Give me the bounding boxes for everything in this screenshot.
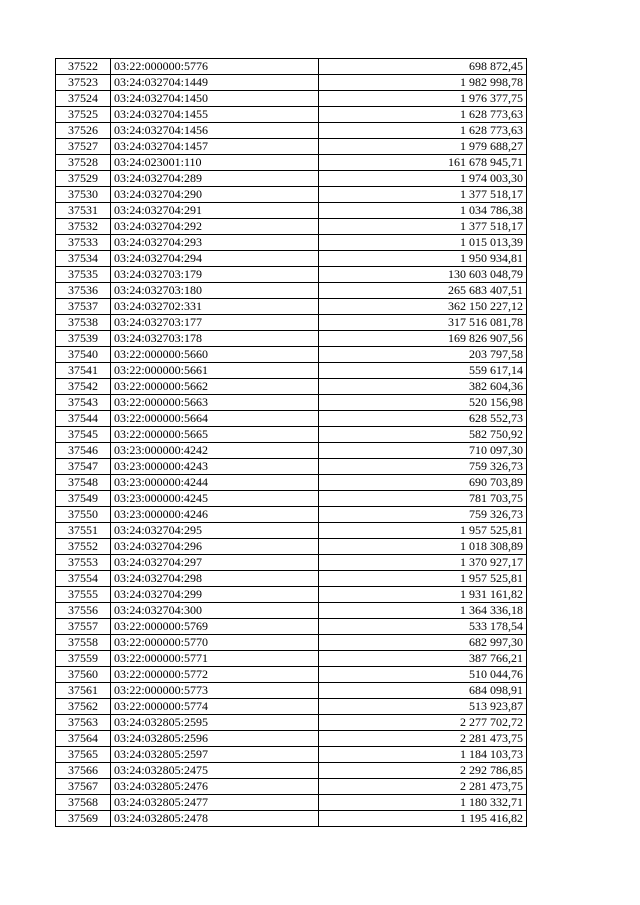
cadastral-value-cell: 387 766,21 [319,651,527,667]
row-number-cell: 37561 [56,683,111,699]
cadastral-value-cell: 781 703,75 [319,491,527,507]
row-number-cell: 37525 [56,107,111,123]
cadastral-number-cell: 03:23:000000:4242 [111,443,319,459]
row-number-cell: 37553 [56,555,111,571]
row-number-cell: 37544 [56,411,111,427]
table-row [56,251,527,267]
cadastral-number-cell: 03:24:032703:180 [111,283,319,299]
table-row [56,203,527,219]
cadastral-value-cell: 698 872,45 [319,59,527,75]
table-row [56,475,527,491]
cadastral-number-cell: 03:22:000000:5773 [111,683,319,699]
cadastral-value-cell: 559 617,14 [319,363,527,379]
cadastral-value-cell: 2 281 473,75 [319,731,527,747]
cadastral-number-cell: 03:24:032703:179 [111,267,319,283]
row-number-cell: 37555 [56,587,111,603]
table-row [56,731,527,747]
table-row [56,299,527,315]
table-row [56,811,527,827]
table-row [56,427,527,443]
table-row [56,491,527,507]
cadastral-value-cell: 1 195 416,82 [319,811,527,827]
row-number-cell: 37522 [56,59,111,75]
table-row [56,331,527,347]
cadastral-number-cell: 03:24:032704:291 [111,203,319,219]
row-number-cell: 37550 [56,507,111,523]
cadastral-number-cell: 03:24:032704:1450 [111,91,319,107]
cadastral-number-cell: 03:23:000000:4244 [111,475,319,491]
table-row [56,283,527,299]
cadastral-number-cell: 03:22:000000:5770 [111,635,319,651]
table-row [56,411,527,427]
row-number-cell: 37529 [56,171,111,187]
table-row [56,235,527,251]
cadastral-value-cell: 533 178,54 [319,619,527,635]
cadastral-value-cell: 684 098,91 [319,683,527,699]
table-row [56,443,527,459]
table-row [56,363,527,379]
row-number-cell: 37538 [56,315,111,331]
cadastral-value-cell: 690 703,89 [319,475,527,491]
row-number-cell: 37527 [56,139,111,155]
table-row [56,395,527,411]
cadastral-value-cell: 1 979 688,27 [319,139,527,155]
row-number-cell: 37535 [56,267,111,283]
table-row [56,507,527,523]
cadastral-number-cell: 03:24:032704:293 [111,235,319,251]
cadastral-number-cell: 03:24:032704:296 [111,539,319,555]
cadastral-value-cell: 682 997,30 [319,635,527,651]
cadastral-value-cell: 130 603 048,79 [319,267,527,283]
cadastral-number-cell: 03:24:032703:177 [111,315,319,331]
cadastral-value-cell: 1 976 377,75 [319,91,527,107]
cadastral-value-cell: 1 931 161,82 [319,587,527,603]
cadastral-number-cell: 03:24:032805:2597 [111,747,319,763]
row-number-cell: 37554 [56,571,111,587]
table-row [56,459,527,475]
cadastral-number-cell: 03:22:000000:5772 [111,667,319,683]
table-row [56,347,527,363]
cadastral-value-cell: 169 826 907,56 [319,331,527,347]
row-number-cell: 37530 [56,187,111,203]
cadastral-value-cell: 759 326,73 [319,507,527,523]
cadastral-number-cell: 03:24:032703:178 [111,331,319,347]
document-page [55,58,526,827]
cadastral-number-cell: 03:24:032704:294 [111,251,319,267]
table-row [56,555,527,571]
row-number-cell: 37558 [56,635,111,651]
cadastral-number-cell: 03:23:000000:4243 [111,459,319,475]
cadastral-value-cell: 203 797,58 [319,347,527,363]
cadastral-number-cell: 03:24:032805:2596 [111,731,319,747]
table-row [56,523,527,539]
cadastral-number-cell: 03:23:000000:4245 [111,491,319,507]
row-number-cell: 37532 [56,219,111,235]
table-row [56,763,527,779]
table-row [56,75,527,91]
table-row [56,59,527,75]
table-row [56,315,527,331]
cadastral-number-cell: 03:24:032704:1456 [111,123,319,139]
cadastral-value-cell: 1 628 773,63 [319,107,527,123]
cadastral-number-cell: 03:24:032704:297 [111,555,319,571]
row-number-cell: 37563 [56,715,111,731]
cadastral-value-cell: 317 516 081,78 [319,315,527,331]
table-row [56,651,527,667]
cadastral-number-cell: 03:24:032805:2475 [111,763,319,779]
row-number-cell: 37551 [56,523,111,539]
row-number-cell: 37540 [56,347,111,363]
cadastral-value-table [55,58,527,827]
cadastral-number-cell: 03:24:032704:1449 [111,75,319,91]
cadastral-value-cell: 2 281 473,75 [319,779,527,795]
table-row [56,539,527,555]
table-row [56,587,527,603]
table-row [56,619,527,635]
row-number-cell: 37556 [56,603,111,619]
cadastral-number-cell: 03:24:032704:300 [111,603,319,619]
cadastral-number-cell: 03:24:032704:295 [111,523,319,539]
row-number-cell: 37543 [56,395,111,411]
cadastral-value-cell: 1 364 336,18 [319,603,527,619]
table-row [56,187,527,203]
cadastral-value-cell: 1 015 013,39 [319,235,527,251]
row-number-cell: 37528 [56,155,111,171]
cadastral-value-cell: 1 377 518,17 [319,187,527,203]
table-row [56,267,527,283]
cadastral-value-cell: 1 018 308,89 [319,539,527,555]
table-row [56,603,527,619]
row-number-cell: 37526 [56,123,111,139]
row-number-cell: 37569 [56,811,111,827]
cadastral-value-cell: 382 604,36 [319,379,527,395]
cadastral-value-cell: 1 034 786,38 [319,203,527,219]
cadastral-number-cell: 03:22:000000:5662 [111,379,319,395]
cadastral-value-cell: 513 923,87 [319,699,527,715]
row-number-cell: 37548 [56,475,111,491]
cadastral-number-cell: 03:24:032702:331 [111,299,319,315]
cadastral-value-cell: 2 277 702,72 [319,715,527,731]
cadastral-value-cell: 2 292 786,85 [319,763,527,779]
cadastral-value-cell: 628 552,73 [319,411,527,427]
table-row [56,155,527,171]
cadastral-value-cell: 510 044,76 [319,667,527,683]
table-row [56,667,527,683]
cadastral-value-cell: 1 180 332,71 [319,795,527,811]
cadastral-value-cell: 1 950 934,81 [319,251,527,267]
table-row [56,139,527,155]
table-row [56,683,527,699]
row-number-cell: 37547 [56,459,111,475]
cadastral-value-cell: 1 974 003,30 [319,171,527,187]
cadastral-number-cell: 03:22:000000:5661 [111,363,319,379]
cadastral-number-cell: 03:24:023001:110 [111,155,319,171]
cadastral-value-cell: 362 150 227,12 [319,299,527,315]
cadastral-value-cell: 161 678 945,71 [319,155,527,171]
cadastral-number-cell: 03:24:032704:1455 [111,107,319,123]
cadastral-number-cell: 03:24:032704:299 [111,587,319,603]
table-row [56,571,527,587]
row-number-cell: 37546 [56,443,111,459]
row-number-cell: 37566 [56,763,111,779]
cadastral-number-cell: 03:24:032805:2477 [111,795,319,811]
cadastral-number-cell: 03:22:000000:5776 [111,59,319,75]
cadastral-value-cell: 1 628 773,63 [319,123,527,139]
cadastral-value-cell: 1 370 927,17 [319,555,527,571]
row-number-cell: 37560 [56,667,111,683]
cadastral-number-cell: 03:22:000000:5769 [111,619,319,635]
cadastral-number-cell: 03:22:000000:5771 [111,651,319,667]
table-row [56,91,527,107]
table-row [56,123,527,139]
table-row [56,107,527,123]
row-number-cell: 37523 [56,75,111,91]
row-number-cell: 37549 [56,491,111,507]
table-row [56,379,527,395]
row-number-cell: 37541 [56,363,111,379]
cadastral-number-cell: 03:23:000000:4246 [111,507,319,523]
cadastral-number-cell: 03:24:032805:2595 [111,715,319,731]
cadastral-value-cell: 520 156,98 [319,395,527,411]
row-number-cell: 37536 [56,283,111,299]
cadastral-number-cell: 03:24:032805:2476 [111,779,319,795]
cadastral-value-cell: 1 957 525,81 [319,523,527,539]
table-row [56,171,527,187]
row-number-cell: 37552 [56,539,111,555]
cadastral-value-cell: 710 097,30 [319,443,527,459]
row-number-cell: 37524 [56,91,111,107]
row-number-cell: 37565 [56,747,111,763]
cadastral-number-cell: 03:22:000000:5665 [111,427,319,443]
row-number-cell: 37539 [56,331,111,347]
row-number-cell: 37545 [56,427,111,443]
cadastral-number-cell: 03:24:032704:1457 [111,139,319,155]
cadastral-number-cell: 03:22:000000:5664 [111,411,319,427]
table-row [56,779,527,795]
row-number-cell: 37567 [56,779,111,795]
cadastral-number-cell: 03:24:032704:292 [111,219,319,235]
table-row [56,699,527,715]
cadastral-number-cell: 03:22:000000:5774 [111,699,319,715]
table-row [56,635,527,651]
table-row [56,219,527,235]
cadastral-value-cell: 1 957 525,81 [319,571,527,587]
cadastral-value-cell: 759 326,73 [319,459,527,475]
row-number-cell: 37559 [56,651,111,667]
cadastral-value-cell: 1 377 518,17 [319,219,527,235]
table-body [56,59,527,827]
row-number-cell: 37531 [56,203,111,219]
table-row [56,715,527,731]
table-row [56,795,527,811]
cadastral-value-cell: 1 982 998,78 [319,75,527,91]
cadastral-value-cell: 1 184 103,73 [319,747,527,763]
row-number-cell: 37568 [56,795,111,811]
row-number-cell: 37542 [56,379,111,395]
cadastral-number-cell: 03:24:032704:289 [111,171,319,187]
row-number-cell: 37557 [56,619,111,635]
cadastral-number-cell: 03:24:032704:290 [111,187,319,203]
row-number-cell: 37537 [56,299,111,315]
cadastral-value-cell: 265 683 407,51 [319,283,527,299]
cadastral-number-cell: 03:22:000000:5663 [111,395,319,411]
row-number-cell: 37533 [56,235,111,251]
cadastral-number-cell: 03:22:000000:5660 [111,347,319,363]
cadastral-number-cell: 03:24:032704:298 [111,571,319,587]
row-number-cell: 37534 [56,251,111,267]
row-number-cell: 37564 [56,731,111,747]
row-number-cell: 37562 [56,699,111,715]
table-row [56,747,527,763]
cadastral-value-cell: 582 750,92 [319,427,527,443]
cadastral-number-cell: 03:24:032805:2478 [111,811,319,827]
